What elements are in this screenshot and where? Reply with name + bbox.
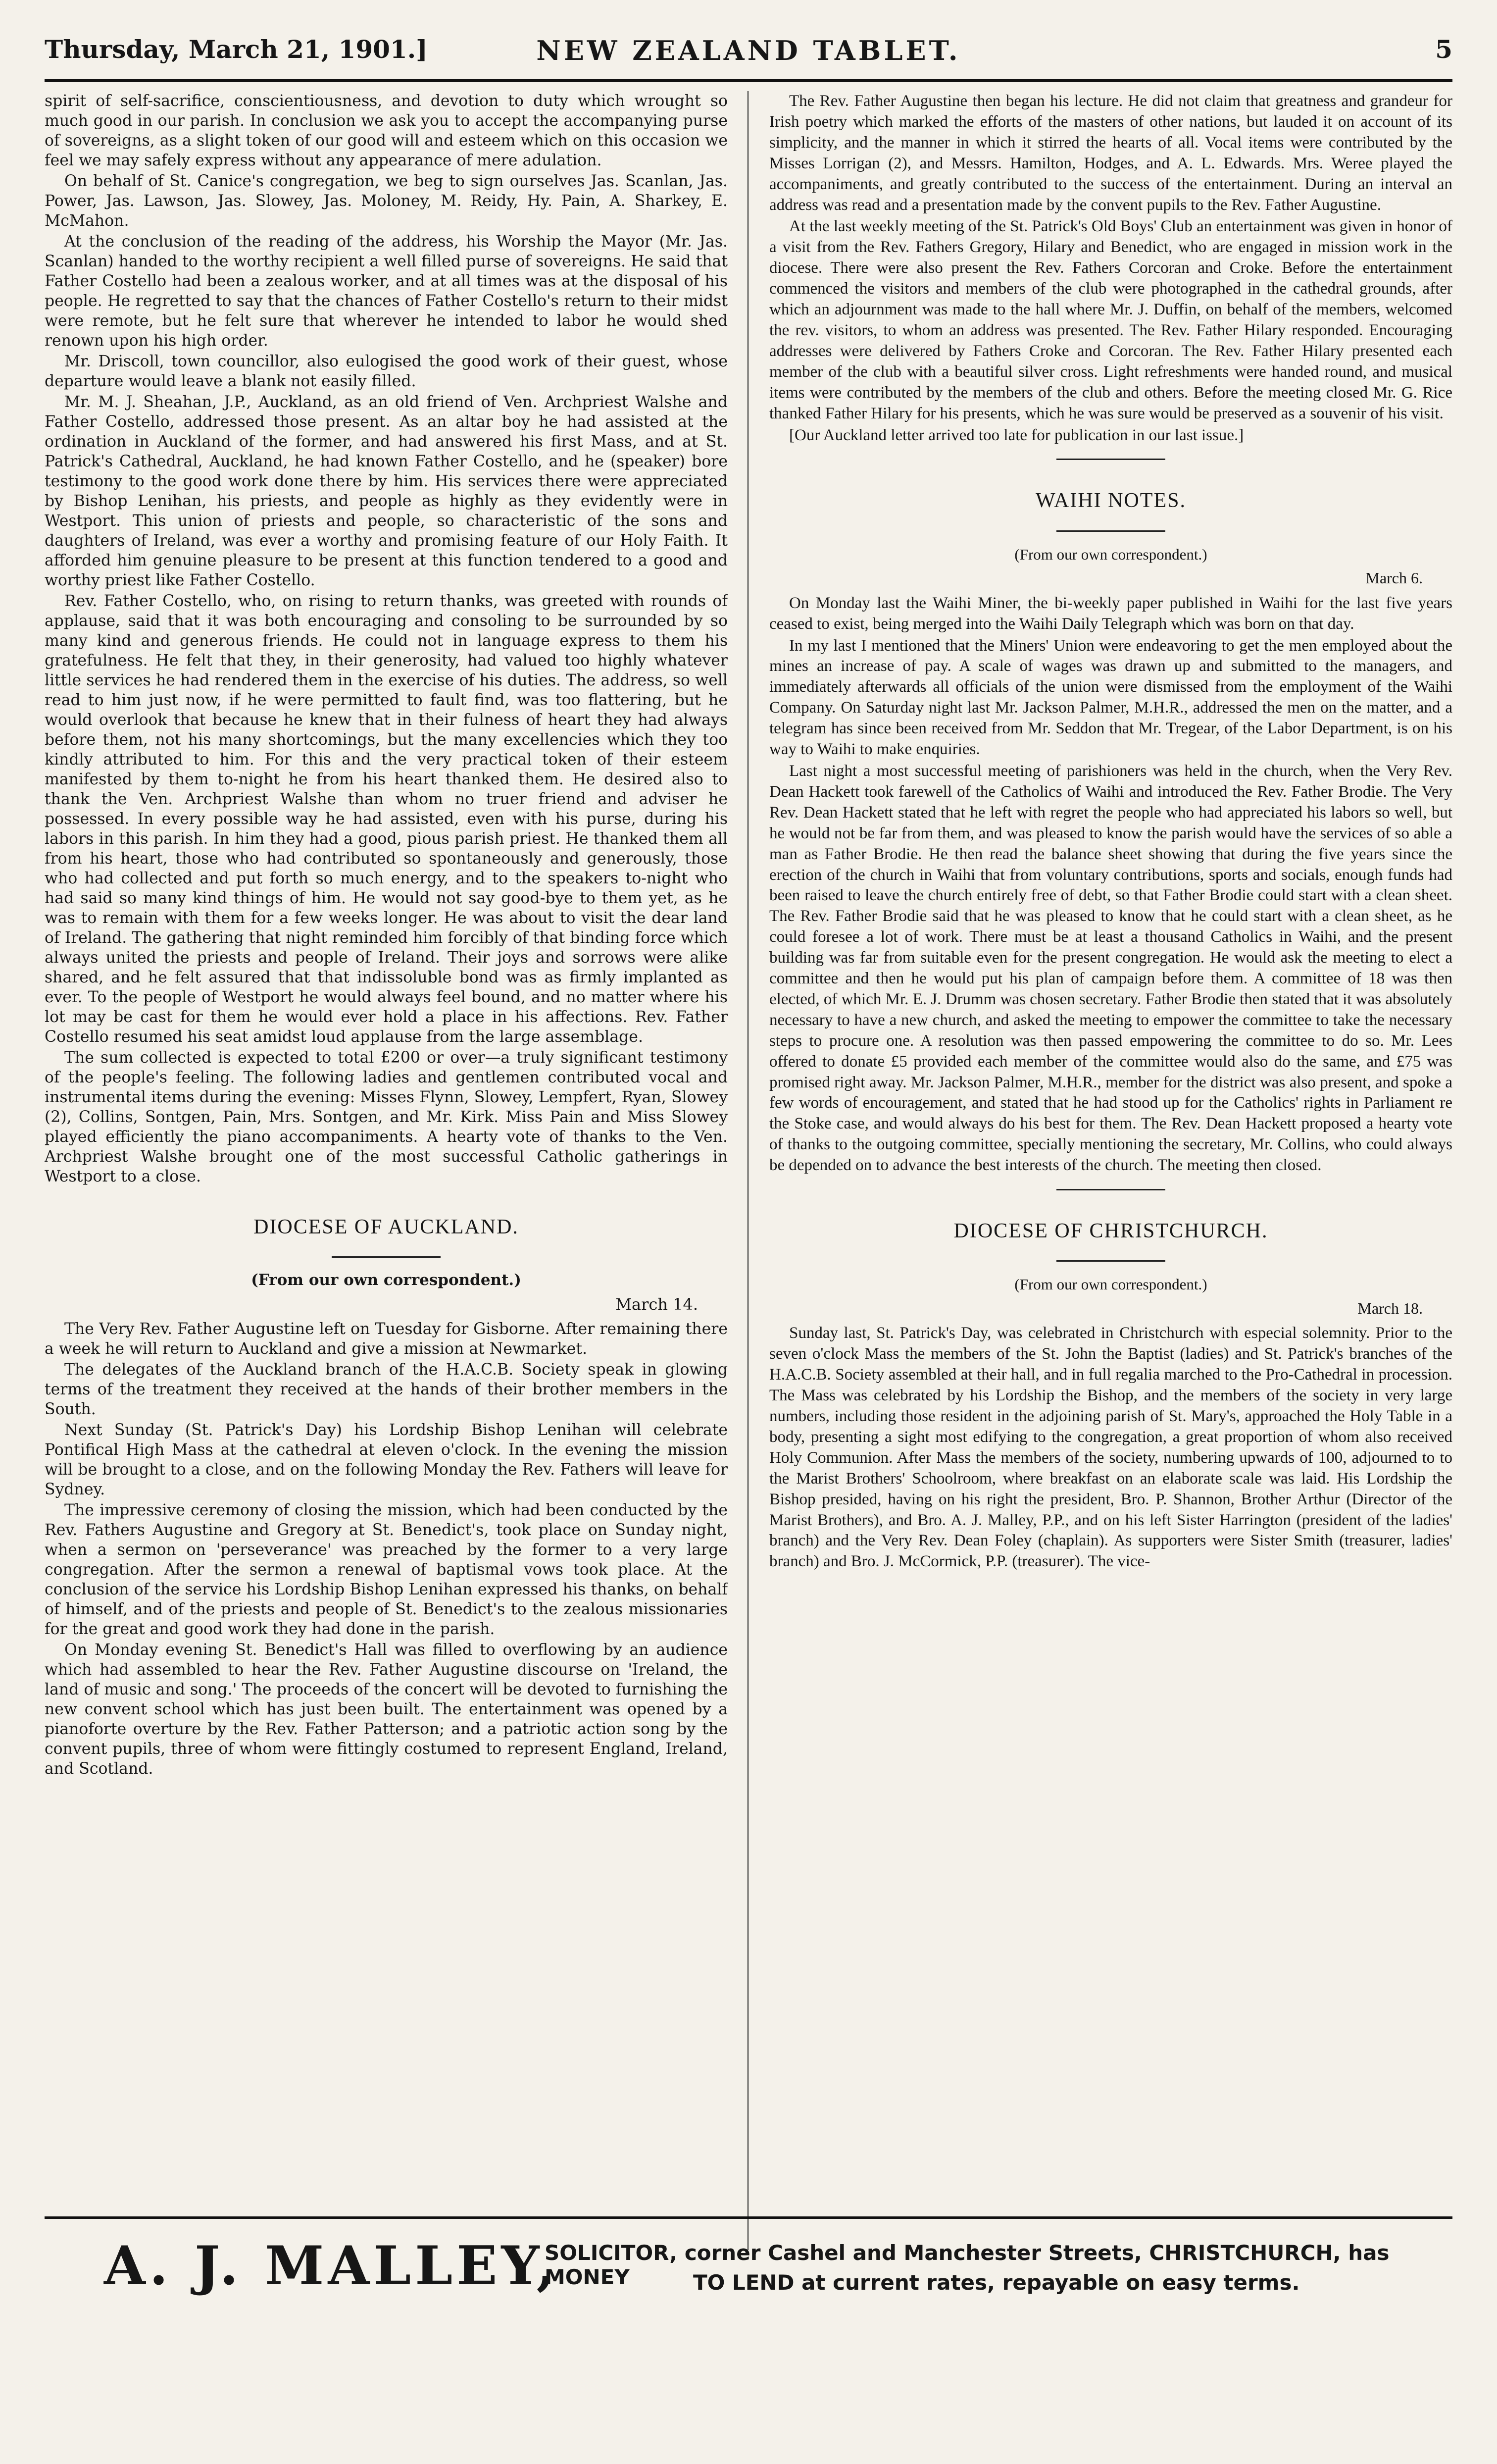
dateline: March 18.: [1357, 1299, 1423, 1317]
article-paragraph: Last night a most successful meeting of parishioners was held in the church, when the Very Rev. Dean Hackett took farewell of the Catholics of Waihi and introduced the Rev. Father Brodie. The Very Rev. Dean Hackett stated that he left with regret the people who had appreciated his labors so well, but he would not be far from them, and was pleased to know the parish would have the services of so able a man as Father Brodie. He then read the balance sheet showing that during the five years since the erection of the church in Waihi that from voluntary contributions, sports and socials, enough funds had been raised to leave the church entirely free of debt, so that Father Brodie could start with a clean sheet. The Rev. Father Brodie said that he was pleased to know that he could start with a clean sheet, as he could foresee a lot of work. There must be at least a thousand Catholics in Waihi, and the present building was far from suitable even for the present congregation. He would ask the meeting to elect a committee and then he would put his plan of campaign before them. A committee of 18 was then elected, of which Mr. E. J. Drumm was chosen secretary. Father Brodie then stated that it was absolutely necessary to have a new church, and asked the meeting to empower the committee to take the necessary steps to procure one. A resolution was then passed empowering the committee to do so. Mr. Lees offered to donate £5 provided each member of the committee would also do the same, and £75 was promised right away. Mr. Jackson Palmer, M.H.R., member for the district was also present, and spoke a few words of encouragement, and stated that he had stood up for the Catholics' rights in Parliament re the Stoke case, and would always do his best for them. The Rev. Dean Hackett proposed a hearty vote of thanks to the outgoing committee, specially mentioning the secretary, Mr. Collins, who could always be depended on to advance the best interests of the church. The meeting then closed.: [769, 762, 1452, 1175]
dateline: March 14.: [615, 1294, 698, 1314]
page-header: [45, 35, 1452, 79]
editor-note: [Our Auckland letter arrived too late for publication in our last issue.]: [789, 426, 1244, 444]
article-paragraph: On Monday evening St. Benedict's Hall was filled to overflowing by an audience which had assembled to hear the Rev. Father Augustine discourse on 'Ireland, the land of music and song.' The proceeds of the concert will be devoted to furnishing the new convent school which has just been built. The entertainment was opened by a pianoforte overture by the Rev. Father Patterson; and a patriotic action song by the convent pupils, three of whom were fittingly costumed to represent England, Ireland, and Scotland.: [45, 1641, 728, 1778]
article-paragraph: Rev. Father Costello, who, on rising to return thanks, was greeted with rounds of applause, said that it was both encouraging and consoling to be surrounded by so many kind and generous friends. He could not in language express to them his gratefulness. He felt that they, in their generosity, had valued too highly whatever little services he had rendered them in the exercise of his duties. The address, so well read to him just now, if he were permitted to fault find, was too flattering, but he would overlook that because he knew that in their fulness of heart they had always before them, not his many shortcomings, but the many excellencies which they too kindly attributed to him. For this and the very practical token of their esteem manifested by them to-night he from his heart thanked them. He desired also to thank the Ven. Archpriest Walshe than whom no truer friend and adviser he possessed. In every possible way he had assisted, even with his purse, during his labors in this parish. In him they had a good, pious parish priest. He thanked them all from his heart, those who had contributed so spontaneously and generously, those who had collected and put forth so much energy, and to the speakers to-night who had said so many kind things of him. He would not say good-bye to them yet, as he was to remain with them for a few weeks longer. He was about to visit the dear land of Ireland. The gathering that night reminded him forcibly of that binding force which always united the priests and people of Ireland. Their joys and sorrows were alike shared, and he felt assured that that indissoluble bond was as firmly implanted as ever. To the people of Westport he would always feel bound, and no matter where his lot may be cast for them he would ever hold a place in his affections. Rev. Father Costello resumed his seat amidst loud applause from the large assemblage.: [45, 592, 728, 1046]
section-rule: [1056, 1260, 1165, 1262]
section-title-waihi: WAIHI NOTES.: [1036, 489, 1186, 513]
right-column: [769, 91, 1452, 2250]
correspondent-line: (From our own correspondent.): [251, 1271, 521, 1289]
section-title-christchurch: DIOCESE OF CHRISTCHURCH.: [953, 1220, 1268, 1243]
article-paragraph: Next Sunday (St. Patrick's Day) his Lordship Bishop Lenihan will celebrate Pontifical High Mass at the cathedral at eleven o'clock. In the evening the mission will be brought to a close, and on the following Monday the Rev. Fathers will leave for Sydney.: [45, 1421, 728, 1499]
section-rule: [1056, 1189, 1165, 1190]
article-paragraph: In my last I mentioned that the Miners' Union were endeavoring to get the men employed about the mines an increase of pay. A scale of wages was drawn up and submitted to the managers, and immediately afterwards all officials of the union were dismissed from the employment of the Waihi Company. On Saturday night last Mr. Jackson Palmer, M.H.R., addressed the men on the matter, and a telegram has since been received from Mr. Seddon that Mr. Tregear, of the Labor Department, is on his way to Waihi to make enquiries.: [769, 636, 1452, 759]
issue-date: Thursday, March 21, 1901.]: [45, 35, 428, 64]
header-rule: [45, 79, 1452, 82]
section-rule: [1056, 530, 1165, 532]
article-paragraph: The Very Rev. Father Augustine left on Tuesday for Gisborne. After remaining there a week he will return to Auckland and give a mission at Newmarket.: [45, 1320, 728, 1358]
article-paragraph: Sunday last, St. Patrick's Day, was celebrated in Christchurch with especial solemnity. Prior to the seven o'clock Mass the members of the St. John the Baptist (ladies) and St. Patrick's branches of the H.A.C.B. Society assembled at their hall, and in full regalia marched to the Pro-Cathedral in procession. The Mass was celebrated by his Lordship the Bishop, and the members of the society in very large numbers, including those resident in the adjoining parish of St. Mary's, approached the Holy Table in a body, presenting a sight most edifying to the congregation, a great proportion of whom also received Holy Communion. After Mass the members of the society, numbering upwards of 100, adjourned to to the Marist Brothers' Schoolroom, where breakfast on an elaborate scale was laid. His Lordship the Bishop presided, having on his right the president, Bro. P. Shannon, Brother Arthur (Director of the Marist Brothers), and Bro. A. J. Malley, P.P., and on his left Sister Harrington (president of the ladies' branch) and the Very Rev. Dean Foley (chaplain). As supporters were Sister Smith (treasurer, ladies' branch) and Bro. J. McCormick, P.P. (treasurer). The vice-: [769, 1324, 1452, 1571]
page-footer: [45, 2216, 1452, 2311]
article-paragraph: The sum collected is expected to total £200 or over—a truly significant testimony of the people's feeling. The following ladies and gentlemen contributed vocal and instrumental items during the evening: Misses Flynn, Slowey, Lempfert, Ryan, Slowey (2), Collins, Sontgen, Pain, Mrs. Sontgen, and Mr. Kirk. Miss Pain and Miss Slowey played efficiently the piano accompaniments. A hearty vote of thanks to the Ven. Archpriest Walshe brought one of the most successful Catholic gatherings in Westport to a close.: [45, 1049, 728, 1185]
article-paragraph: At the conclusion of the reading of the address, his Worship the Mayor (Mr. Jas. Scanlan) handed to the worthy recipient a well filled purse of sovereigns. He said that Father Costello had been a zealous worker, and at all times was at the disposal of his people. He regretted to say that the chances of Father Costello's return to their midst were remote, but he felt sure that wherever he intended to labor he would shed renown upon his high order.: [45, 233, 728, 350]
left-column: [45, 91, 728, 2250]
article-paragraph: On Monday last the Waihi Miner, the bi-weekly paper published in Waihi for the last five years ceased to exist, being merged into the Waihi Daily Telegraph which was born on that day.: [769, 594, 1452, 633]
dateline: March 6.: [1365, 569, 1423, 587]
advertiser-name: A. J. MALLEY,: [104, 2235, 559, 2297]
section-rule: [332, 1256, 441, 1258]
section-rule: [1056, 459, 1165, 460]
newspaper-page: [45, 35, 1452, 2441]
advertisement-line: TO LEND at current rates, repayable on easy terms.: [693, 2270, 1300, 2295]
masthead-title: NEW ZEALAND TABLET.: [536, 35, 961, 66]
page-number: 5: [1435, 35, 1452, 64]
advertisement-line: SOLICITOR, corner Cashel and Manchester Streets, CHRISTCHURCH, has MONEY: [545, 2241, 1390, 2289]
section-title-auckland: DIOCESE OF AUCKLAND.: [253, 1216, 519, 1238]
advertisement: [45, 2232, 1452, 2311]
article-paragraph: Mr. Driscoll, town councillor, also eulogised the good work of their guest, whose departure would leave a blank not easily filled.: [45, 353, 728, 390]
article-paragraph: spirit of self-sacrifice, conscientiousness, and devotion to duty which wrought so much good in our parish. In conclusion we ask you to accept the accompanying purse of sovereigns, as a slight token of our good will and esteem which on this occasion we feel we may safely express without any appearance of mere adulation.: [45, 92, 728, 169]
article-paragraph: The Rev. Father Augustine then began his lecture. He did not claim that greatness and grandeur for Irish poetry which marked the efforts of the masters of other nations, but lauded it on account of its simplicity, and the manner in which it stirred the hearts of all. Vocal items were contributed by the Misses Lorrigan (2), and Messrs. Hamilton, Hodges, and A. L. Edwards. Mrs. Weree played the accompaniments, and greatly contributed to the success of the entertainment. During an interval an address was read and a presentation made by the convent pupils to the Rev. Father Augustine.: [769, 92, 1452, 214]
footer-rule: [45, 2216, 1452, 2219]
article-paragraph: The delegates of the Auckland branch of the H.A.C.B. Society speak in glowing terms of the treatment they received at the hands of their brother members in the South.: [45, 1361, 728, 1419]
article-paragraph: On behalf of St. Canice's congregation, we beg to sign ourselves Jas. Scanlan, Jas. Power, Jas. Lawson, Jas. Slowey, Jas. Moloney, M. Reidy, Hy. Pain, A. Sharkey, E. McMahon.: [45, 172, 728, 230]
article-columns: [45, 91, 1452, 2255]
correspondent-line: (From our own correspondent.): [1014, 545, 1207, 563]
article-paragraph: At the last weekly meeting of the St. Patrick's Old Boys' Club an entertainment was given in honor of a visit from the Rev. Fathers Gregory, Hilary and Benedict, who are engaged in mission work in the diocese. There were also present the Rev. Fathers Corcoran and Croke. Before the entertainment commenced the visitors and members of the club were photographed in the cathedral grounds, after which an adjournment was made to the hall where Mr. J. Duffin, on behalf of the members, welcomed the rev. visitors, to whom an address was presented. The Rev. Father Hilary responded. Encouraging addresses were delivered by Fathers Croke and Corcoran. The Rev. Father Hilary presented each member of the club with a beautiful silver cross. Light refreshments were handed round, and musical items were contributed by the members of the club and others. Before the meeting closed Mr. G. Rice thanked Father Hilary for his presents, which he was sure would be preserved as a souvenir of his visit.: [769, 217, 1452, 422]
article-paragraph: Mr. M. J. Sheahan, J.P., Auckland, as an old friend of Ven. Archpriest Walshe and Father Costello, addressed those present. As an altar boy he had assisted at the ordination in Auckland of the former, and had answered his first Mass, and at St. Patrick's Cathedral, Auckland, he had known Father Costello, and he (speaker) bore testimony to the good work done there by him. His services there were appreciated by Bishop Lenihan, his priests, and people as highly as they evidently were in Westport. This union of priests and people, so characteristic of the sons and daughters of Ireland, was ever a worthy and promising feature of our Holy Faith. It afforded him genuine pleasure to be present at this function tendered to a good and worthy priest like Father Costello.: [45, 393, 728, 589]
article-paragraph: The impressive ceremony of closing the mission, which had been conducted by the Rev. Fathers Augustine and Gregory at St. Benedict's, took place on Sunday night, when a sermon on 'perseverance' was preached by the former to a very large congregation. After the sermon a renewal of baptismal vows took place. At the conclusion of the service his Lordship Bishop Lenihan expressed his thanks, on behalf of himself, and of the priests and people of St. Benedict's to the zealous missionaries for the great and good work they had done in the parish.: [45, 1501, 728, 1639]
correspondent-line: (From our own correspondent.): [1014, 1276, 1207, 1293]
